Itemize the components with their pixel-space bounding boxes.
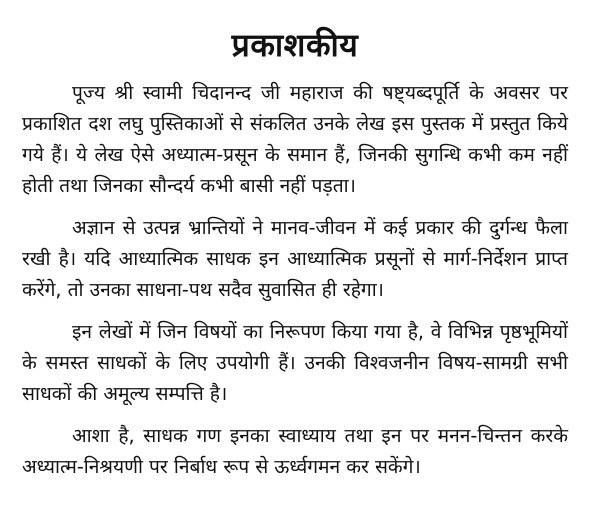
paragraph-4: आशा है, साधक गण इनका स्वाध्याय तथा इन पर मनन-चिन्तन करके अध्यात्म-निश्रयणी पर निर्बाध रूप से ऊर्ध्वगमन कर सकेंगे। bbox=[22, 424, 568, 478]
paragraph-2: अज्ञान से उत्पन्न भ्रान्तियों ने मानव-जीवन में कई प्रकार की दुर्गन्ध फैला रखी है। यदि आध्यात्मिक साधक इन आध्यात्मिक प्रसूनों से मार्ग-निर्देशन प्राप्त करेंगे, तो उनका साधना-पथ सदैव सुवासित ही रहेगा। bbox=[22, 216, 568, 301]
paragraph-1: पूज्य श्री स्वामी चिदानन्द जी महाराज की षष्ट्यब्दपूर्ति के अवसर पर प्रकाशित दश लघु पुस्तिकाओं से संकलित उनके लेख इस पुस्तक में प्रस्तुत किये गये हैं। ये लेख ऐसे अध्यात्म-प्रसून के समान हैं, जिनकी सुगन्धि कभी कम नहीं होती तथा जिनका सौन्दर्य कभी बासी नहीं पड़ता। bbox=[22, 81, 568, 197]
paragraph-3: इन लेखों में जिन विषयों का निरूपण किया गया है, वे विभिन्न पृष्ठभूमियों के समस्त साधकों के लिए उपयोगी हैं। उनकी विश्वजनीन विषय-सामग्री सभी साधकों की अमूल्य सम्पत्ति है। bbox=[22, 320, 568, 405]
page-title: प्रकाशकीय bbox=[231, 26, 359, 64]
